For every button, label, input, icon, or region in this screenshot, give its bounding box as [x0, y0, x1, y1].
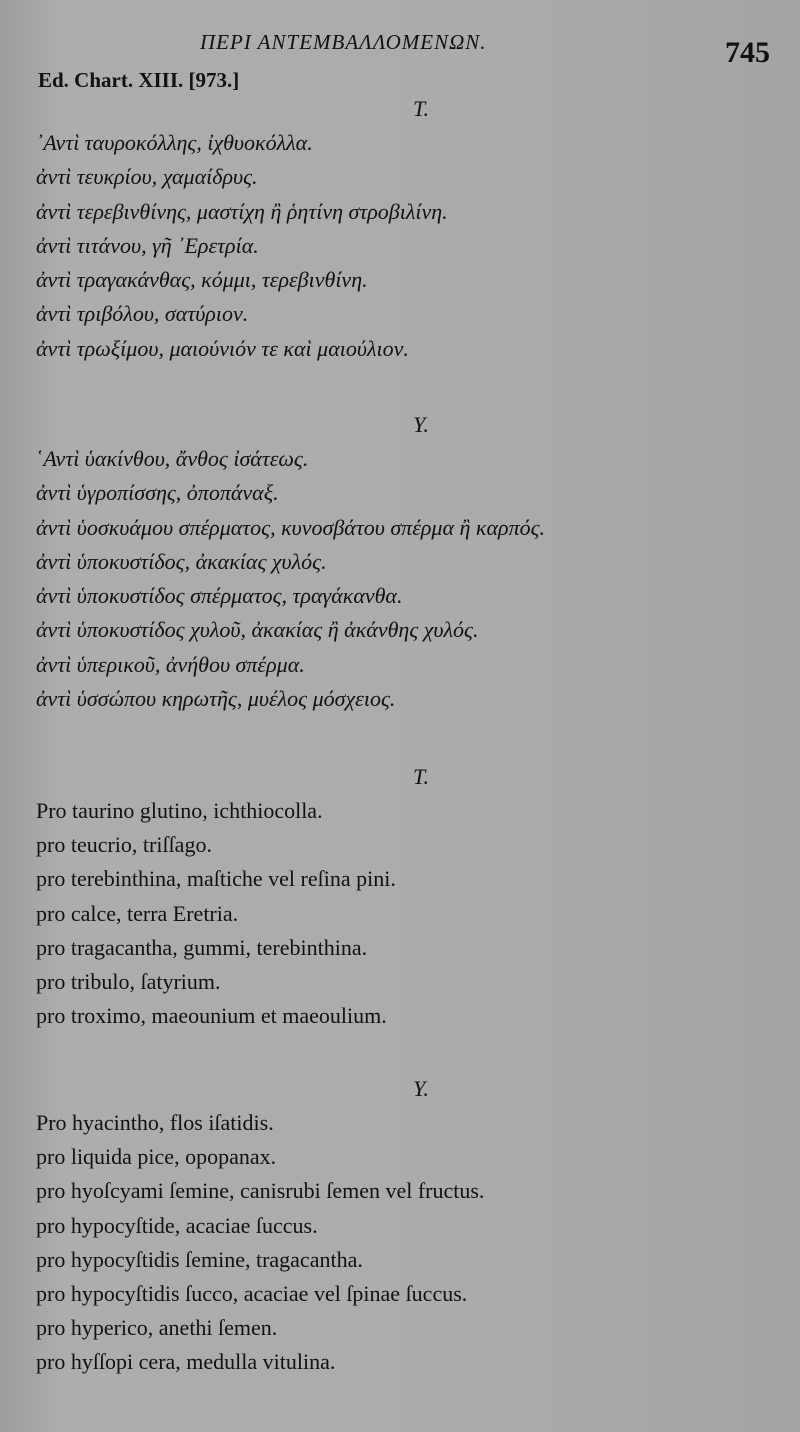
text-line: ῾Αντὶ ὑακίνθου, ἄνθος ἰσάτεως. — [36, 446, 309, 471]
text-line: pro hyoſcyami ſemine, canisrubi ſemen vel fructus. — [36, 1178, 485, 1204]
text-line: ἀντὶ τερεβινθίνης, μαστίχη ἢ ῥητίνη στροβιλίνη. — [36, 198, 448, 224]
text-line: pro hypocyſtide, acaciae ſuccus. — [36, 1212, 318, 1238]
text-line: ἀντὶ τραγακάνθας, κόμμι, τερεβινθίνη. — [36, 267, 368, 293]
text-line: ἀντὶ τρωξίμου, μαιούνιόν τε καὶ μαιούλιον. — [36, 335, 409, 361]
text-line: ἀντὶ ὑγροπίσσης, ὀποπάναξ. — [36, 480, 279, 506]
section-letter: Y. — [413, 1076, 429, 1101]
text-line: pro calce, terra Eretria. — [36, 900, 239, 926]
text-line: pro tribulo, ſatyrium. — [36, 968, 221, 994]
text-line: ἀντὶ ὑπερικοῦ, ἀνήθου σπέρμα. — [36, 651, 305, 677]
text-line: ἀντὶ ὑποκυστίδος χυλοῦ, ἀκακίας ἢ ἀκάνθης χυλός. — [36, 617, 479, 643]
text-line: ἀντὶ τιτάνου, γῆ ᾿Ερετρία. — [36, 232, 259, 258]
text-line: Pro hyacintho, flos iſatidis. — [36, 1110, 274, 1135]
text-line: pro teucrio, triſſago. — [36, 832, 212, 858]
text-line: ἀντὶ ὑποκυστίδος σπέρματος, τραγάκανθα. — [36, 583, 403, 609]
text-line: ᾿Αντὶ ταυροκόλλης, ἰχθυοκόλλα. — [36, 130, 313, 155]
page-number: 745 — [725, 36, 770, 69]
text-line: pro hypocyſtidis ſemine, tragacantha. — [36, 1246, 363, 1272]
text-line: pro terebinthina, maſtiche vel reſina pini. — [36, 866, 396, 892]
text-line: pro hypocyſtidis ſucco, acaciae vel ſpinae ſuccus. — [36, 1280, 468, 1306]
text-line: pro hyperico, anethi ſemen. — [36, 1315, 278, 1341]
text-line: ἀντὶ τριβόλου, σατύριον. — [36, 301, 249, 327]
text-line: ἀντὶ ὑποκυστίδος, ἀκακίας χυλός. — [36, 548, 327, 574]
running-head: ΠΕΡΙ ΑΝΤΕΜΒΑΛΛΟΜΕΝΩΝ. — [200, 30, 487, 54]
text-line: ἀντὶ ὑοσκυάμου σπέρματος, κυνοσβάτου σπέρμα ἢ καρπός. — [36, 514, 546, 540]
text-line: ἀντὶ τευκρίου, χαμαίδρυς. — [36, 164, 258, 190]
text-line: pro liquida pice, opopanax. — [36, 1144, 277, 1170]
greek-section-t — [36, 92, 776, 366]
text-line: pro tragacantha, gummi, terebinthina. — [36, 934, 368, 960]
edition-reference: Ed. Chart. XIII. [973.] — [38, 68, 240, 92]
latin-section-y — [36, 1072, 776, 1380]
text-line: ἀντὶ ὑσσώπου κηρωτῆς, μυέλος μόσχειος. — [36, 686, 396, 712]
section-letter: Υ. — [413, 412, 429, 437]
latin-section-t — [36, 760, 776, 1033]
section-letter: T. — [412, 764, 430, 789]
text-line: pro hyſſopi cera, medulla vitulina. — [36, 1349, 336, 1375]
text-line: Pro taurino glutino, ichthiocolla. — [36, 798, 323, 823]
text-line: pro troximo, maeounium et maeoulium. — [36, 1003, 387, 1029]
greek-section-y — [36, 408, 776, 716]
section-letter: T. — [412, 96, 430, 121]
